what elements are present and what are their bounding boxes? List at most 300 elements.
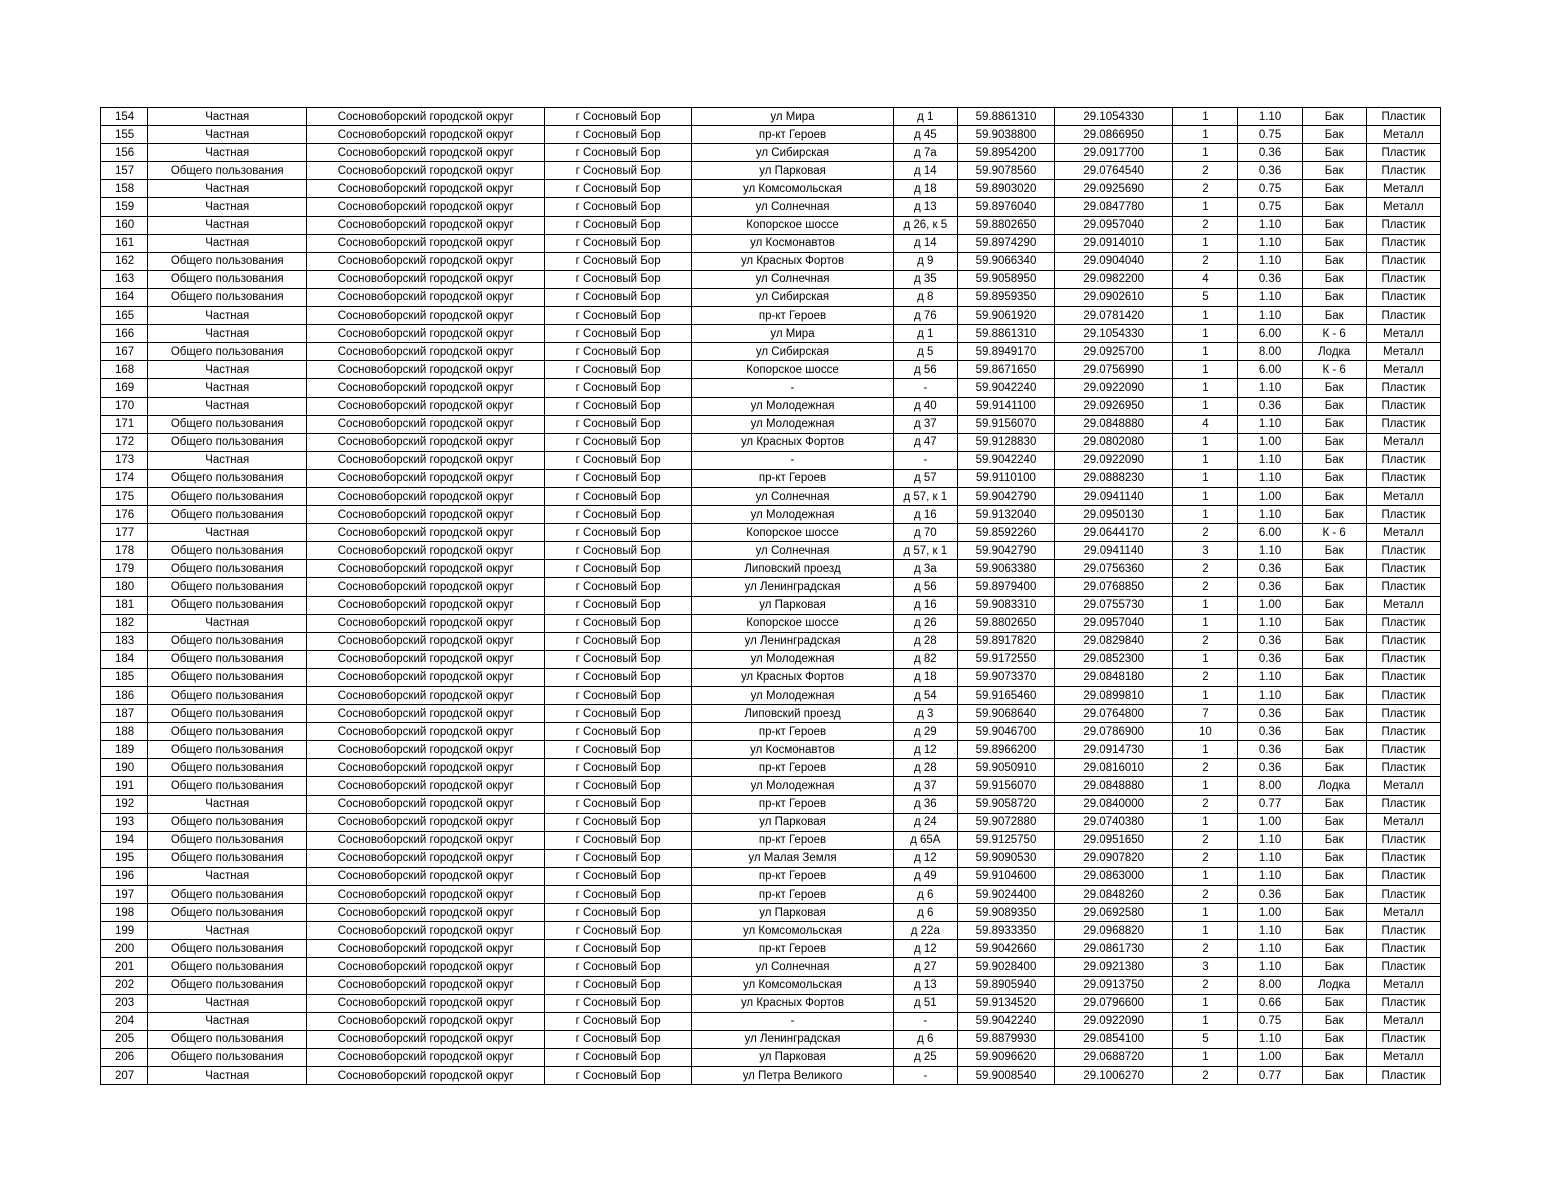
district-cell: Сосновоборский городской округ (307, 1066, 545, 1084)
longitude-cell: 29.0957040 (1055, 216, 1173, 234)
container-count-cell: 3 (1173, 958, 1238, 976)
city-cell: г Сосновый Бор (544, 288, 691, 306)
row-number-cell: 156 (101, 144, 148, 162)
container-type-cell: Бак (1302, 994, 1366, 1012)
latitude-cell: 59.9104600 (957, 867, 1054, 885)
container-type-cell: Бак (1302, 162, 1366, 180)
table-row (101, 108, 1441, 126)
district-cell: Сосновоборский городской округ (307, 867, 545, 885)
longitude-cell: 29.0899810 (1055, 687, 1173, 705)
container-type-cell: Бак (1302, 234, 1366, 252)
container-count-cell: 2 (1173, 560, 1238, 578)
container-type-cell: Бак (1302, 560, 1366, 578)
district-cell: Сосновоборский городской округ (307, 994, 545, 1012)
container-type-cell: Бак (1302, 650, 1366, 668)
row-number-cell: 164 (101, 288, 148, 306)
container-volume-cell: 1.10 (1238, 216, 1302, 234)
ownership-type-cell: Общего пользования (148, 1048, 307, 1066)
district-cell: Сосновоборский городской округ (307, 886, 545, 904)
row-number-cell: 170 (101, 397, 148, 415)
street-cell: ул Парковая (692, 813, 893, 831)
ownership-type-cell: Общего пользования (148, 813, 307, 831)
container-type-cell: Бак (1302, 1066, 1366, 1084)
city-cell: г Сосновый Бор (544, 397, 691, 415)
container-count-cell: 1 (1173, 487, 1238, 505)
house-cell: д 45 (893, 126, 957, 144)
row-number-cell: 160 (101, 216, 148, 234)
container-material-cell: Пластик (1366, 849, 1440, 867)
container-material-cell: Металл (1366, 524, 1440, 542)
row-number-cell: 192 (101, 795, 148, 813)
latitude-cell: 59.8861310 (957, 108, 1054, 126)
district-cell: Сосновоборский городской округ (307, 379, 545, 397)
container-type-cell: Бак (1302, 433, 1366, 451)
city-cell: г Сосновый Бор (544, 849, 691, 867)
house-cell: д 22а (893, 922, 957, 940)
street-cell: Копорское шоссе (692, 216, 893, 234)
row-number-cell: 177 (101, 524, 148, 542)
city-cell: г Сосновый Бор (544, 668, 691, 686)
ownership-type-cell: Общего пользования (148, 687, 307, 705)
table-row (101, 849, 1441, 867)
container-material-cell: Пластик (1366, 560, 1440, 578)
street-cell: ул Комсомольская (692, 180, 893, 198)
house-cell: - (893, 451, 957, 469)
city-cell: г Сосновый Бор (544, 415, 691, 433)
city-cell: г Сосновый Бор (544, 1066, 691, 1084)
latitude-cell: 59.9078560 (957, 162, 1054, 180)
container-material-cell: Металл (1366, 813, 1440, 831)
table-row (101, 777, 1441, 795)
table-row (101, 542, 1441, 560)
ownership-type-cell: Общего пользования (148, 469, 307, 487)
container-material-cell: Пластик (1366, 759, 1440, 777)
street-cell: Копорское шоссе (692, 361, 893, 379)
ownership-type-cell: Общего пользования (148, 958, 307, 976)
longitude-cell: 29.0888230 (1055, 469, 1173, 487)
table-row (101, 867, 1441, 885)
ownership-type-cell: Частная (148, 325, 307, 343)
container-count-cell: 1 (1173, 234, 1238, 252)
city-cell: г Сосновый Бор (544, 270, 691, 288)
longitude-cell: 29.1054330 (1055, 325, 1173, 343)
container-count-cell: 2 (1173, 524, 1238, 542)
table-row (101, 795, 1441, 813)
ownership-type-cell: Общего пользования (148, 506, 307, 524)
ownership-type-cell: Общего пользования (148, 940, 307, 958)
container-material-cell: Пластик (1366, 922, 1440, 940)
row-number-cell: 182 (101, 614, 148, 632)
container-type-cell: Бак (1302, 849, 1366, 867)
container-material-cell: Пластик (1366, 650, 1440, 668)
container-material-cell: Пластик (1366, 108, 1440, 126)
city-cell: г Сосновый Бор (544, 813, 691, 831)
longitude-cell: 29.0740380 (1055, 813, 1173, 831)
ownership-type-cell: Частная (148, 361, 307, 379)
row-number-cell: 154 (101, 108, 148, 126)
city-cell: г Сосновый Бор (544, 632, 691, 650)
ownership-type-cell: Общего пользования (148, 741, 307, 759)
container-volume-cell: 8.00 (1238, 976, 1302, 994)
district-cell: Сосновоборский городской округ (307, 849, 545, 867)
container-type-cell: Лодка (1302, 777, 1366, 795)
longitude-cell: 29.0764800 (1055, 705, 1173, 723)
latitude-cell: 59.8592260 (957, 524, 1054, 542)
city-cell: г Сосновый Бор (544, 433, 691, 451)
container-count-cell: 1 (1173, 433, 1238, 451)
house-cell: д 28 (893, 759, 957, 777)
container-type-cell: Бак (1302, 741, 1366, 759)
district-cell: Сосновоборский городской округ (307, 108, 545, 126)
container-volume-cell: 0.75 (1238, 198, 1302, 216)
longitude-cell: 29.0863000 (1055, 867, 1173, 885)
container-type-cell: Бак (1302, 379, 1366, 397)
longitude-cell: 29.0764540 (1055, 162, 1173, 180)
row-number-cell: 159 (101, 198, 148, 216)
container-type-cell: Бак (1302, 1030, 1366, 1048)
container-material-cell: Пластик (1366, 216, 1440, 234)
container-type-cell: Бак (1302, 795, 1366, 813)
house-cell: д 56 (893, 361, 957, 379)
ownership-type-cell: Общего пользования (148, 162, 307, 180)
latitude-cell: 59.9068640 (957, 705, 1054, 723)
container-type-cell: Бак (1302, 687, 1366, 705)
city-cell: г Сосновый Бор (544, 994, 691, 1012)
city-cell: г Сосновый Бор (544, 180, 691, 198)
table-row (101, 524, 1441, 542)
container-count-cell: 2 (1173, 578, 1238, 596)
container-material-cell: Металл (1366, 343, 1440, 361)
row-number-cell: 207 (101, 1066, 148, 1084)
longitude-cell: 29.0847780 (1055, 198, 1173, 216)
container-count-cell: 2 (1173, 759, 1238, 777)
container-material-cell: Пластик (1366, 886, 1440, 904)
latitude-cell: 59.8905940 (957, 976, 1054, 994)
street-cell: пр-кт Героев (692, 795, 893, 813)
row-number-cell: 190 (101, 759, 148, 777)
table-row (101, 886, 1441, 904)
container-volume-cell: 1.00 (1238, 904, 1302, 922)
street-cell: ул Молодежная (692, 415, 893, 433)
street-cell: пр-кт Героев (692, 940, 893, 958)
ownership-type-cell: Общего пользования (148, 904, 307, 922)
city-cell: г Сосновый Бор (544, 687, 691, 705)
table-row (101, 940, 1441, 958)
street-cell: ул Красных Фортов (692, 994, 893, 1012)
ownership-type-cell: Частная (148, 108, 307, 126)
city-cell: г Сосновый Бор (544, 922, 691, 940)
street-cell: ул Парковая (692, 162, 893, 180)
city-cell: г Сосновый Бор (544, 487, 691, 505)
city-cell: г Сосновый Бор (544, 976, 691, 994)
longitude-cell: 29.0921380 (1055, 958, 1173, 976)
longitude-cell: 29.0951650 (1055, 831, 1173, 849)
street-cell: ул Сибирская (692, 343, 893, 361)
longitude-cell: 29.0914730 (1055, 741, 1173, 759)
table-row (101, 976, 1441, 994)
row-number-cell: 173 (101, 451, 148, 469)
latitude-cell: 59.9024400 (957, 886, 1054, 904)
table-row (101, 144, 1441, 162)
container-volume-cell: 0.36 (1238, 650, 1302, 668)
ownership-type-cell: Общего пользования (148, 415, 307, 433)
street-cell: ул Парковая (692, 1048, 893, 1066)
latitude-cell: 59.9128830 (957, 433, 1054, 451)
container-material-cell: Пластик (1366, 668, 1440, 686)
container-volume-cell: 1.10 (1238, 379, 1302, 397)
container-volume-cell: 0.36 (1238, 578, 1302, 596)
house-cell: д 13 (893, 198, 957, 216)
row-number-cell: 206 (101, 1048, 148, 1066)
city-cell: г Сосновый Бор (544, 1030, 691, 1048)
row-number-cell: 201 (101, 958, 148, 976)
container-material-cell: Пластик (1366, 705, 1440, 723)
house-cell: д 14 (893, 234, 957, 252)
container-volume-cell: 0.77 (1238, 1066, 1302, 1084)
container-type-cell: Бак (1302, 1012, 1366, 1030)
latitude-cell: 59.8802650 (957, 614, 1054, 632)
house-cell: д 26 (893, 614, 957, 632)
container-volume-cell: 1.10 (1238, 469, 1302, 487)
street-cell: ул Солнечная (692, 542, 893, 560)
latitude-cell: 59.9063380 (957, 560, 1054, 578)
city-cell: г Сосновый Бор (544, 614, 691, 632)
street-cell: пр-кт Героев (692, 867, 893, 885)
container-material-cell: Пластик (1366, 542, 1440, 560)
house-cell: д 1 (893, 325, 957, 343)
latitude-cell: 59.8954200 (957, 144, 1054, 162)
district-cell: Сосновоборский городской округ (307, 469, 545, 487)
row-number-cell: 184 (101, 650, 148, 668)
table-row (101, 723, 1441, 741)
latitude-cell: 59.9072880 (957, 813, 1054, 831)
ownership-type-cell: Общего пользования (148, 668, 307, 686)
container-count-cell: 1 (1173, 650, 1238, 668)
latitude-cell: 59.9042660 (957, 940, 1054, 958)
row-number-cell: 189 (101, 741, 148, 759)
city-cell: г Сосновый Бор (544, 162, 691, 180)
house-cell: - (893, 379, 957, 397)
container-volume-cell: 0.75 (1238, 126, 1302, 144)
row-number-cell: 158 (101, 180, 148, 198)
table-body (101, 108, 1441, 1085)
street-cell: пр-кт Героев (692, 469, 893, 487)
container-type-cell: Бак (1302, 451, 1366, 469)
container-count-cell: 2 (1173, 886, 1238, 904)
container-type-cell: Бак (1302, 813, 1366, 831)
district-cell: Сосновоборский городской округ (307, 144, 545, 162)
row-number-cell: 163 (101, 270, 148, 288)
street-cell: ул Петра Великого (692, 1066, 893, 1084)
container-material-cell: Пластик (1366, 958, 1440, 976)
table-row (101, 325, 1441, 343)
latitude-cell: 59.8917820 (957, 632, 1054, 650)
container-count-cell: 1 (1173, 867, 1238, 885)
container-count-cell: 1 (1173, 506, 1238, 524)
latitude-cell: 59.8802650 (957, 216, 1054, 234)
longitude-cell: 29.0925690 (1055, 180, 1173, 198)
house-cell: д 35 (893, 270, 957, 288)
container-material-cell: Пластик (1366, 379, 1440, 397)
row-number-cell: 196 (101, 867, 148, 885)
container-count-cell: 2 (1173, 795, 1238, 813)
city-cell: г Сосновый Бор (544, 469, 691, 487)
container-material-cell: Пластик (1366, 451, 1440, 469)
row-number-cell: 174 (101, 469, 148, 487)
row-number-cell: 197 (101, 886, 148, 904)
table-row (101, 361, 1441, 379)
longitude-cell: 29.0829840 (1055, 632, 1173, 650)
district-cell: Сосновоборский городской округ (307, 343, 545, 361)
district-cell: Сосновоборский городской округ (307, 162, 545, 180)
city-cell: г Сосновый Бор (544, 524, 691, 542)
city-cell: г Сосновый Бор (544, 108, 691, 126)
ownership-type-cell: Частная (148, 867, 307, 885)
container-count-cell: 1 (1173, 343, 1238, 361)
latitude-cell: 59.9125750 (957, 831, 1054, 849)
district-cell: Сосновоборский городской округ (307, 831, 545, 849)
district-cell: Сосновоборский городской округ (307, 777, 545, 795)
district-cell: Сосновоборский городской округ (307, 578, 545, 596)
city-cell: г Сосновый Бор (544, 904, 691, 922)
house-cell: д 8 (893, 288, 957, 306)
table-row (101, 1066, 1441, 1084)
container-type-cell: К - 6 (1302, 524, 1366, 542)
table-row (101, 343, 1441, 361)
table-row (101, 234, 1441, 252)
table-row (101, 288, 1441, 306)
longitude-cell: 29.0755730 (1055, 596, 1173, 614)
table-row (101, 1012, 1441, 1030)
container-type-cell: Бак (1302, 506, 1366, 524)
latitude-cell: 59.9090530 (957, 849, 1054, 867)
city-cell: г Сосновый Бор (544, 343, 691, 361)
latitude-cell: 59.9066340 (957, 252, 1054, 270)
district-cell: Сосновоборский городской округ (307, 632, 545, 650)
container-material-cell: Металл (1366, 198, 1440, 216)
container-volume-cell: 1.10 (1238, 668, 1302, 686)
ownership-type-cell: Общего пользования (148, 831, 307, 849)
row-number-cell: 165 (101, 307, 148, 325)
house-cell: д 12 (893, 940, 957, 958)
container-type-cell: Бак (1302, 705, 1366, 723)
latitude-cell: 59.9073370 (957, 668, 1054, 686)
street-cell: ул Молодежная (692, 650, 893, 668)
table-row (101, 831, 1441, 849)
container-material-cell: Пластик (1366, 270, 1440, 288)
container-type-cell: Бак (1302, 831, 1366, 849)
city-cell: г Сосновый Бор (544, 379, 691, 397)
row-number-cell: 166 (101, 325, 148, 343)
container-material-cell: Металл (1366, 904, 1440, 922)
city-cell: г Сосновый Бор (544, 831, 691, 849)
row-number-cell: 193 (101, 813, 148, 831)
container-count-cell: 1 (1173, 198, 1238, 216)
district-cell: Сосновоборский городской округ (307, 270, 545, 288)
city-cell: г Сосновый Бор (544, 361, 691, 379)
house-cell: д 70 (893, 524, 957, 542)
district-cell: Сосновоборский городской округ (307, 795, 545, 813)
container-count-cell: 1 (1173, 904, 1238, 922)
container-material-cell: Пластик (1366, 741, 1440, 759)
latitude-cell: 59.9028400 (957, 958, 1054, 976)
city-cell: г Сосновый Бор (544, 741, 691, 759)
row-number-cell: 198 (101, 904, 148, 922)
ownership-type-cell: Частная (148, 1066, 307, 1084)
container-volume-cell: 0.36 (1238, 560, 1302, 578)
street-cell: ул Солнечная (692, 487, 893, 505)
ownership-type-cell: Частная (148, 126, 307, 144)
container-material-cell: Пластик (1366, 831, 1440, 849)
row-number-cell: 183 (101, 632, 148, 650)
ownership-type-cell: Частная (148, 397, 307, 415)
container-type-cell: Бак (1302, 252, 1366, 270)
table-row (101, 741, 1441, 759)
house-cell: д 37 (893, 415, 957, 433)
city-cell: г Сосновый Бор (544, 560, 691, 578)
container-volume-cell: 0.36 (1238, 886, 1302, 904)
ownership-type-cell: Общего пользования (148, 433, 307, 451)
container-type-cell: Бак (1302, 397, 1366, 415)
row-number-cell: 194 (101, 831, 148, 849)
district-cell: Сосновоборский городской округ (307, 252, 545, 270)
container-count-cell: 1 (1173, 777, 1238, 795)
district-cell: Сосновоборский городской округ (307, 976, 545, 994)
house-cell: д 16 (893, 596, 957, 614)
district-cell: Сосновоборский городской округ (307, 234, 545, 252)
container-volume-cell: 0.36 (1238, 162, 1302, 180)
container-volume-cell: 1.10 (1238, 867, 1302, 885)
district-cell: Сосновоборский городской округ (307, 288, 545, 306)
city-cell: г Сосновый Бор (544, 795, 691, 813)
container-count-cell: 2 (1173, 940, 1238, 958)
district-cell: Сосновоборский городской округ (307, 506, 545, 524)
longitude-cell: 29.0866950 (1055, 126, 1173, 144)
street-cell: пр-кт Героев (692, 886, 893, 904)
latitude-cell: 59.8949170 (957, 343, 1054, 361)
container-volume-cell: 1.10 (1238, 1030, 1302, 1048)
city-cell: г Сосновый Бор (544, 542, 691, 560)
district-cell: Сосновоборский городской округ (307, 813, 545, 831)
house-cell: д 9 (893, 252, 957, 270)
container-count-cell: 1 (1173, 126, 1238, 144)
house-cell: д 37 (893, 777, 957, 795)
district-cell: Сосновоборский городской округ (307, 614, 545, 632)
street-cell: ул Мира (692, 325, 893, 343)
house-cell: д 56 (893, 578, 957, 596)
table-row (101, 397, 1441, 415)
table-row (101, 307, 1441, 325)
longitude-cell: 29.0840000 (1055, 795, 1173, 813)
latitude-cell: 59.9046700 (957, 723, 1054, 741)
row-number-cell: 181 (101, 596, 148, 614)
table-row (101, 614, 1441, 632)
house-cell: д 6 (893, 904, 957, 922)
table-row (101, 1030, 1441, 1048)
container-volume-cell: 1.10 (1238, 307, 1302, 325)
container-sites-table (100, 107, 1441, 1085)
row-number-cell: 185 (101, 668, 148, 686)
latitude-cell: 59.9008540 (957, 1066, 1054, 1084)
city-cell: г Сосновый Бор (544, 198, 691, 216)
ownership-type-cell: Общего пользования (148, 1030, 307, 1048)
longitude-cell: 29.0941140 (1055, 487, 1173, 505)
container-count-cell: 1 (1173, 307, 1238, 325)
container-count-cell: 1 (1173, 379, 1238, 397)
city-cell: г Сосновый Бор (544, 940, 691, 958)
container-type-cell: Бак (1302, 958, 1366, 976)
container-count-cell: 3 (1173, 542, 1238, 560)
